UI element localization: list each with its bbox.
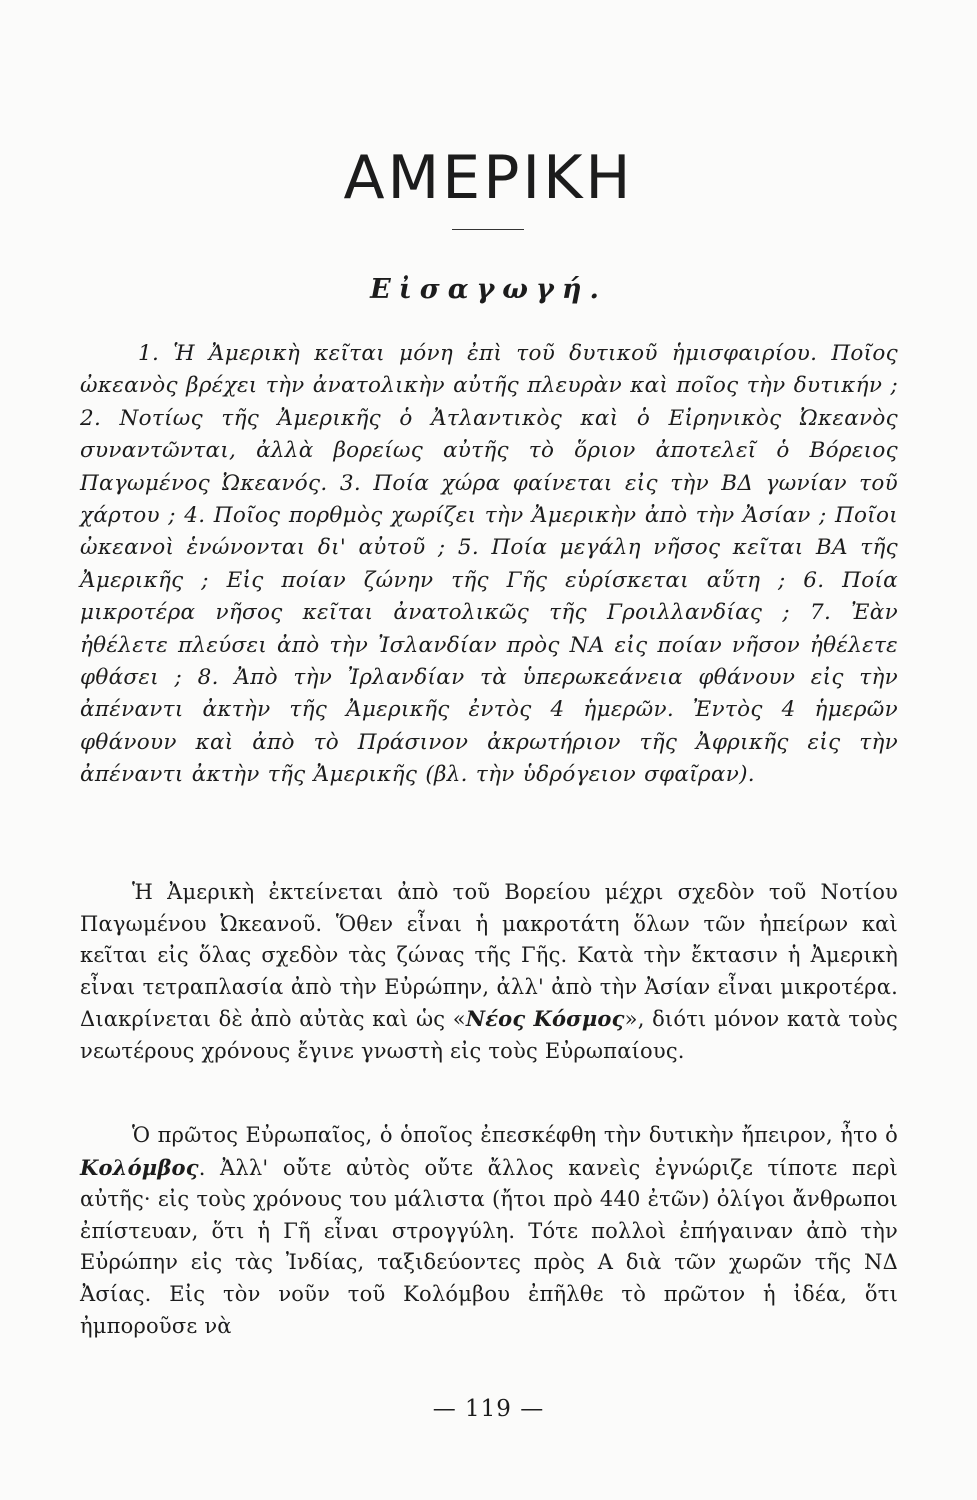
paragraph-1-text-start: Ἡ Ἀμερικὴ ἐκτείνεται ἀπὸ τοῦ Βορείου μέχρι σχεδὸν τοῦ Νοτίου Παγωμένου Ὠκεανοῦ. Ὅθεν εἶναι ἡ μακροτάτη ὅλων τῶν ἠπείρων καὶ κεῖται εἰς ὅλας σχεδὸν τὰς ζώνας τῆς Γῆς. Κατὰ τὴν ἔκτασιν ἡ Ἀμερικὴ εἶναι τετραπλασία ἀπὸ τὴν Εὐρώπην, ἀλλ' ἀπὸ τὴν Ἀσίαν εἶναι μικροτέρα. Διακρίνεται δὲ ἀπὸ αὐτὰς καὶ ὡς « [80,880,898,1032]
paragraph-2-text-start: Ὁ πρῶτος Εὐρωπαῖος, ὁ ὁποῖος ἐπεσκέφθη τὴν δυτικὴν ἤπειρον, ἦτο ὁ [132,1123,898,1147]
introduction-questions: 1. Ἡ Ἀμερικὴ κεῖται μόνη ἐπὶ τοῦ δυτικοῦ ἡμισφαιρίου. Ποῖος ὠκεανὸς βρέχει τὴν ἀνατολικὴν αὐτῆς πλευρὰν καὶ ποῖος τὴν δυτικήν ; 2. Νοτίως τῆς Ἀμερικῆς ὁ Ἀτλαντικὸς καὶ ὁ Εἰρηνικὸς Ὠκεανὸς συναντῶνται, ἀλλὰ βορείως αὐτῆς τὸ ὅριον ἀποτελεῖ ὁ Βόρειος Παγωμένος Ὠκεανός. 3. Ποία χώρα φαίνεται εἰς τὴν ΒΔ γωνίαν τοῦ χάρτου ; 4. Ποῖος πορθμὸς χωρίζει τὴν Ἀμερικὴν ἀπὸ τὴν Ἀσίαν ; Ποῖοι ὠκεανοὶ ἑνώνονται δι' αὐτοῦ ; 5. Ποία μεγάλη νῆσος κεῖται ΒΑ τῆς Ἀμερικῆς ; Εἰς ποίαν ζώνην τῆς Γῆς εὑρίσκεται αὕτη ; 6. Ποία μικροτέρα νῆσος κεῖται ἀνατολικῶς τῆς Γροιλλανδίας ; 7. Ἐὰν ἠθέλετε πλεύσει ἀπὸ τὴν Ἰσλανδίαν πρὸς ΝΑ εἰς ποίαν νῆσον ἠθέλετε φθάσει ; 8. Ἀπὸ τὴν Ἰρλανδίαν τὰ ὑπερωκεάνεια φθάνουν εἰς τὴν ἀπέναντι ἀκτὴν τῆς Ἀμερικῆς ἐντὸς 4 ἡμερῶν. Ἐντὸς 4 ἡμερῶν φθάνουν καὶ ἀπὸ τὸ Πράσινον ἀκρωτήριον τῆς Ἀφρικῆς εἰς τὴν ἀπέναντι ἀκτὴν τῆς Ἀμερικῆς (βλ. τὴν ὑδρόγειον σφαῖραν). [80,341,898,788]
paragraph-extent [80,877,898,1068]
paragraph-1-emphasis: Νέος Κόσμος [465,1006,625,1032]
paragraph-2-text-end: . Ἀλλ' οὔτε αὐτὸς οὔτε ἄλλος κανεὶς ἐγνώριζε τίποτε περὶ αὐτῆς· εἰς τοὺς χρόνους του μάλιστα (ἤτοι πρὸ 440 ἐτῶν) ὀλίγοι ἄνθρωποι ἐπίστευαν, ὅτι ἡ Γῆ εἶναι στρογγύλη. Τότε πολλοὶ ἐπήγαιναν ἀπὸ τὴν Εὐρώπην εἰς τὰς Ἰνδίας, ταξιδεύοντες πρὸς Α διὰ τῶν χωρῶν τῆς ΝΔ Ἀσίας. Εἰς τὸν νοῦν τοῦ Κολόμβου ἐπῆλθε τὸ πρῶτον ἡ ἰδέα, ὅτι ἠμποροῦσε νὰ [80,1155,898,1338]
page-number: — 119 — [432,1396,545,1422]
paragraph-columbus [80,1120,898,1342]
title-divider [452,229,524,230]
chapter-title: ΑΜΕΡΙΚΗ [343,143,634,213]
paragraph-1-text-end: », διότι μόνον κατὰ τοὺς νεωτέρους χρόνους ἔγινε γνωστὴ εἰς τοὺς Εὐρωπαίους. [80,1007,898,1063]
paragraph-2-emphasis: Κολόμβος [80,1154,199,1180]
section-title: Εἰσαγωγή. [370,274,607,305]
